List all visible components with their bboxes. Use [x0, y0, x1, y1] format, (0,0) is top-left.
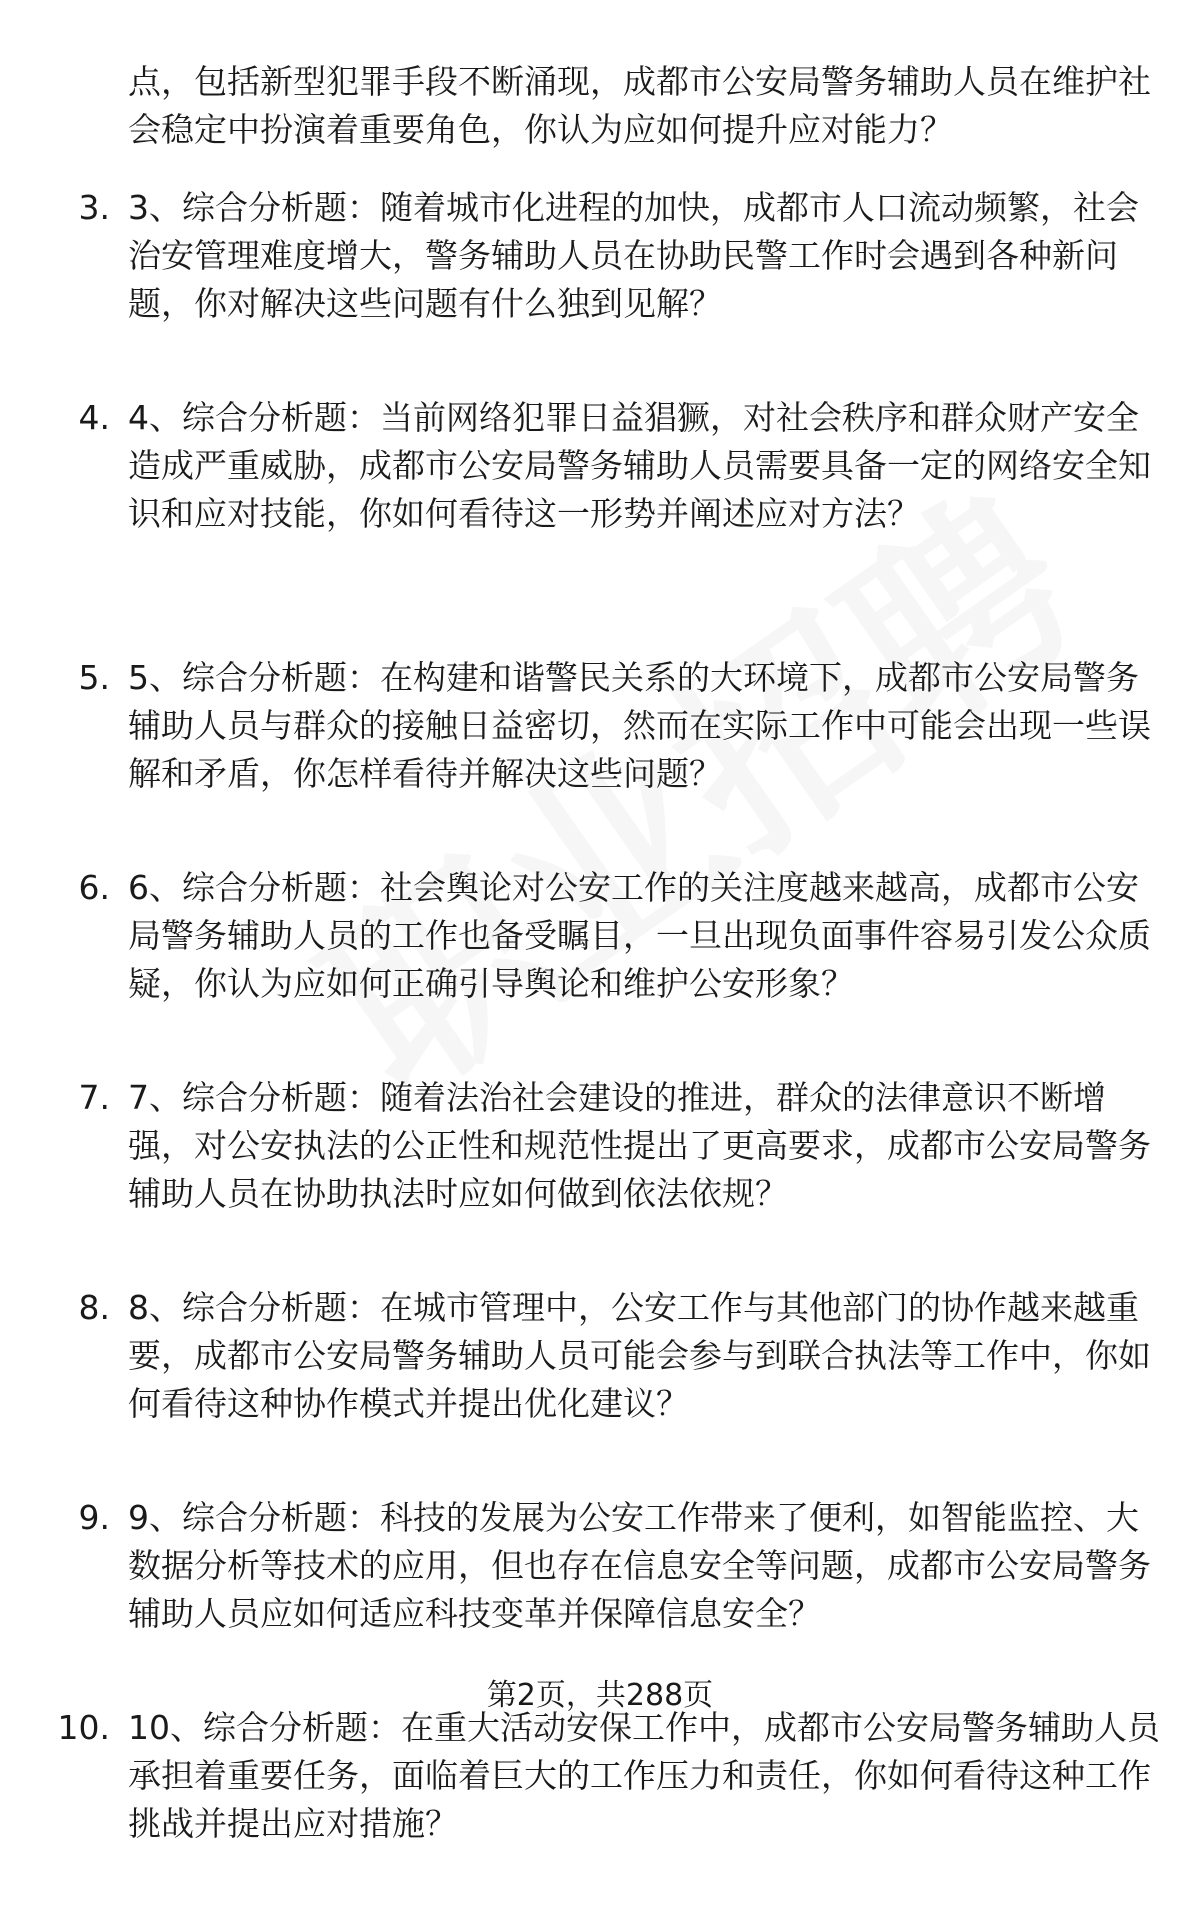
question-list — [0, 184, 1200, 1914]
question-number: 4. — [78, 398, 110, 437]
question-text: 9、综合分析题：科技的发展为公安工作带来了便利，如智能监控、大数据分析等技术的应用，但也存在信息安全等问题，成都市公安局警务辅助人员应如何适应科技变革并保障信息安全？ — [128, 1498, 1151, 1633]
question-item — [0, 654, 1200, 864]
question-item — [0, 1494, 1200, 1704]
question-number: 7. — [78, 1078, 110, 1117]
question-text: 6、综合分析题：社会舆论对公安工作的关注度越来越高，成都市公安局警务辅助人员的工作也备受瞩目，一旦出现负面事件容易引发公众质疑，你认为应如何正确引导舆论和维护公安形象？ — [128, 868, 1151, 1003]
question-item — [0, 1074, 1200, 1284]
question-item — [0, 1704, 1200, 1914]
question-text: 8、综合分析题：在城市管理中，公安工作与其他部门的协作越来越重要，成都市公安局警务辅助人员可能会参与到联合执法等工作中，你如何看待这种协作模式并提出优化建议？ — [128, 1288, 1151, 1423]
question-item — [0, 864, 1200, 1074]
question-number: 8. — [78, 1288, 110, 1327]
question-text: 4、综合分析题：当前网络犯罪日益猖獗，对社会秩序和群众财产安全造成严重威胁，成都市公安局警务辅助人员需要具备一定的网络安全知识和应对技能，你如何看待这一形势并阐述应对方法？ — [128, 398, 1151, 533]
question-number: 9. — [78, 1498, 110, 1537]
question-number: 3. — [78, 188, 110, 227]
question-text: 10、综合分析题：在重大活动安保工作中，成都市公安局警务辅助人员承担着重要任务，面临着巨大的工作压力和责任，你如何看待这种工作挑战并提出应对措施？ — [128, 1708, 1160, 1843]
question-item — [0, 394, 1200, 654]
page-footer: 第2页，共288页 — [486, 1678, 714, 1713]
question-number: 5. — [78, 658, 110, 697]
question-text: 5、综合分析题：在构建和谐警民关系的大环境下，成都市公安局警务辅助人员与群众的接触日益密切，然而在实际工作中可能会出现一些误解和矛盾，你怎样看待并解决这些问题？ — [128, 658, 1151, 793]
question-text: 7、综合分析题：随着法治社会建设的推进，群众的法律意识不断增强，对公安执法的公正性和规范性提出了更高要求，成都市公安局警务辅助人员在协助执法时应如何做到依法依规？ — [128, 1078, 1151, 1213]
question-number: 10. — [57, 1708, 110, 1747]
question-text: 3、综合分析题：随着城市化进程的加快，成都市人口流动频繁，社会治安管理难度增大，警务辅助人员在协助民警工作时会遇到各种新问题，你对解决这些问题有什么独到见解？ — [128, 188, 1139, 323]
question-item — [0, 184, 1200, 394]
question-item — [0, 1284, 1200, 1494]
continuation-paragraph: 点，包括新型犯罪手段不断涌现，成都市公安局警务辅助人员在维护社会稳定中扮演着重要角色，你认为应如何提升应对能力？ — [128, 62, 1151, 149]
question-number: 6. — [78, 868, 110, 907]
